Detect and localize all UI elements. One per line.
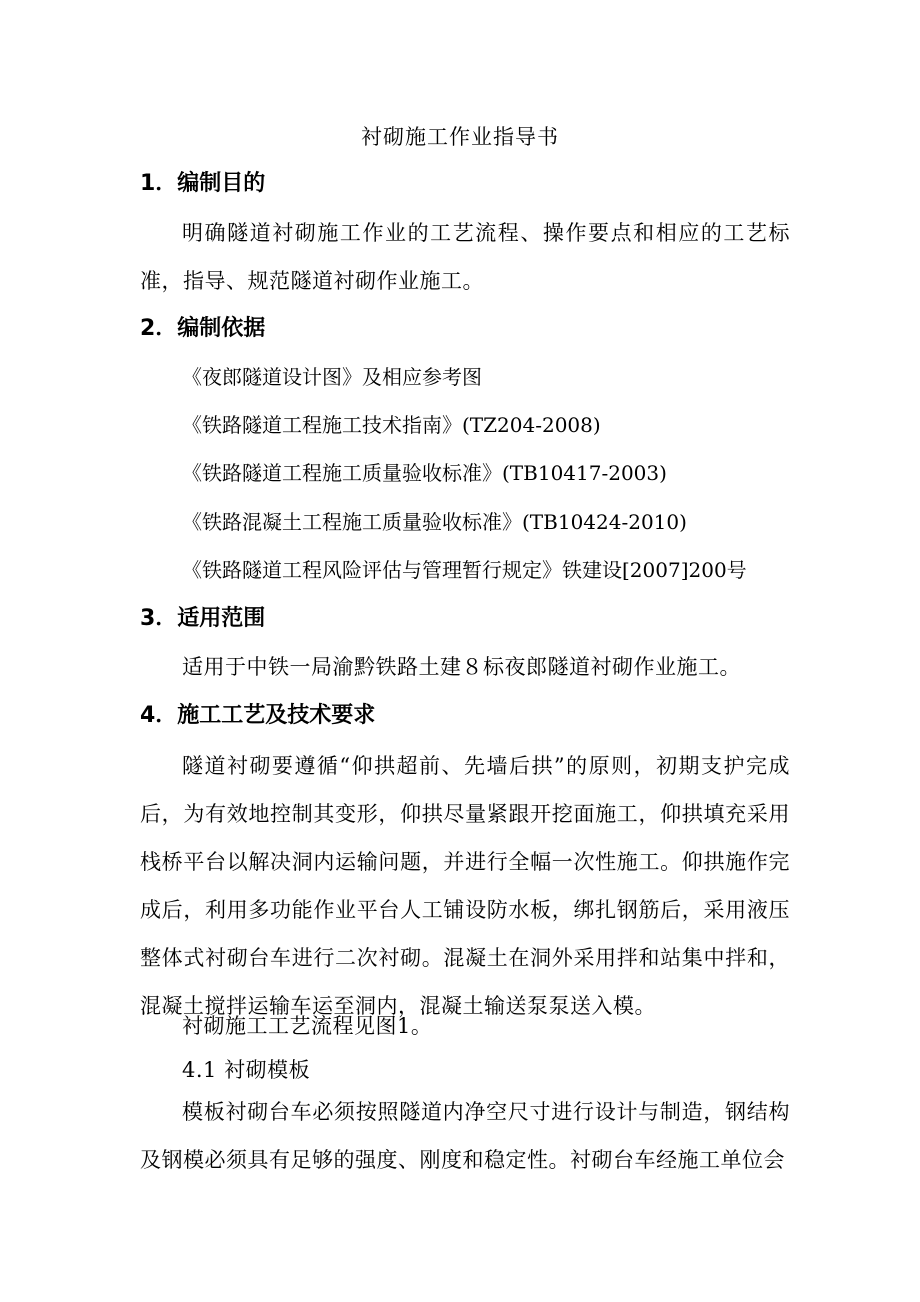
reference-item: 《夜郎隧道设计图》及相应参考图 xyxy=(182,365,482,389)
section-4-heading: 4．施工工艺及技术要求 xyxy=(140,703,376,728)
reference-item: 《铁路混凝土工程施工质量验收标准》(TB10424-2010) xyxy=(182,510,687,534)
document-title: 衬砌施工作业指导书 xyxy=(361,125,559,149)
subsection-4-1-heading: 4.1 衬砌模板 xyxy=(182,1058,311,1082)
section-1-paragraph: 明确隧道衬砌施工作业的工艺流程、操作要点和相应的工艺标准，指导、规范隧道衬砌作业施工。 xyxy=(140,221,790,293)
section-3-heading: 3．适用范围 xyxy=(140,606,266,631)
reference-item: 《铁路隧道工程施工技术指南》(TZ204-2008) xyxy=(182,413,601,437)
section-4-paragraph: 隧道衬砌要遵循“仰拱超前、先墙后拱”的原则，初期支护完成后，为有效地控制其变形，仰拱尽量紧跟开挖面施工，仰拱填充采用栈桥平台以解决洞内运输问题，并进行全幅一次性施工。仰拱施作完成后，利用多功能作业平台人工铺设防水板，绑扎钢筋后，采用液压整体式衬砌台车进行二次衬砌。混凝土在洞外采用拌和站集中拌和，混凝土搅拌运输车运至洞内，混凝土输送泵泵送入模。 xyxy=(140,754,790,1018)
section-2-heading: 2．编制依据 xyxy=(140,316,266,341)
section-3-paragraph: 适用于中铁一局渝黔铁路土建８标夜郎隧道衬砌作业施工。 xyxy=(182,655,741,679)
section-1-heading: 1．编制目的 xyxy=(140,171,266,196)
subsection-4-1-paragraph: 模板衬砌台车必须按照隧道内净空尺寸进行设计与制造，钢结构及钢模必须具有足够的强度、刚度和稳定性。衬砌台车经施工单位会 xyxy=(140,1100,790,1172)
flow-note: 衬砌施工工艺流程见图1。 xyxy=(182,1014,433,1038)
reference-item: 《铁路隧道工程施工质量验收标准》(TB10417-2003) xyxy=(182,461,667,485)
reference-item: 《铁路隧道工程风险评估与管理暂行规定》铁建设[2007]200号 xyxy=(182,558,747,582)
